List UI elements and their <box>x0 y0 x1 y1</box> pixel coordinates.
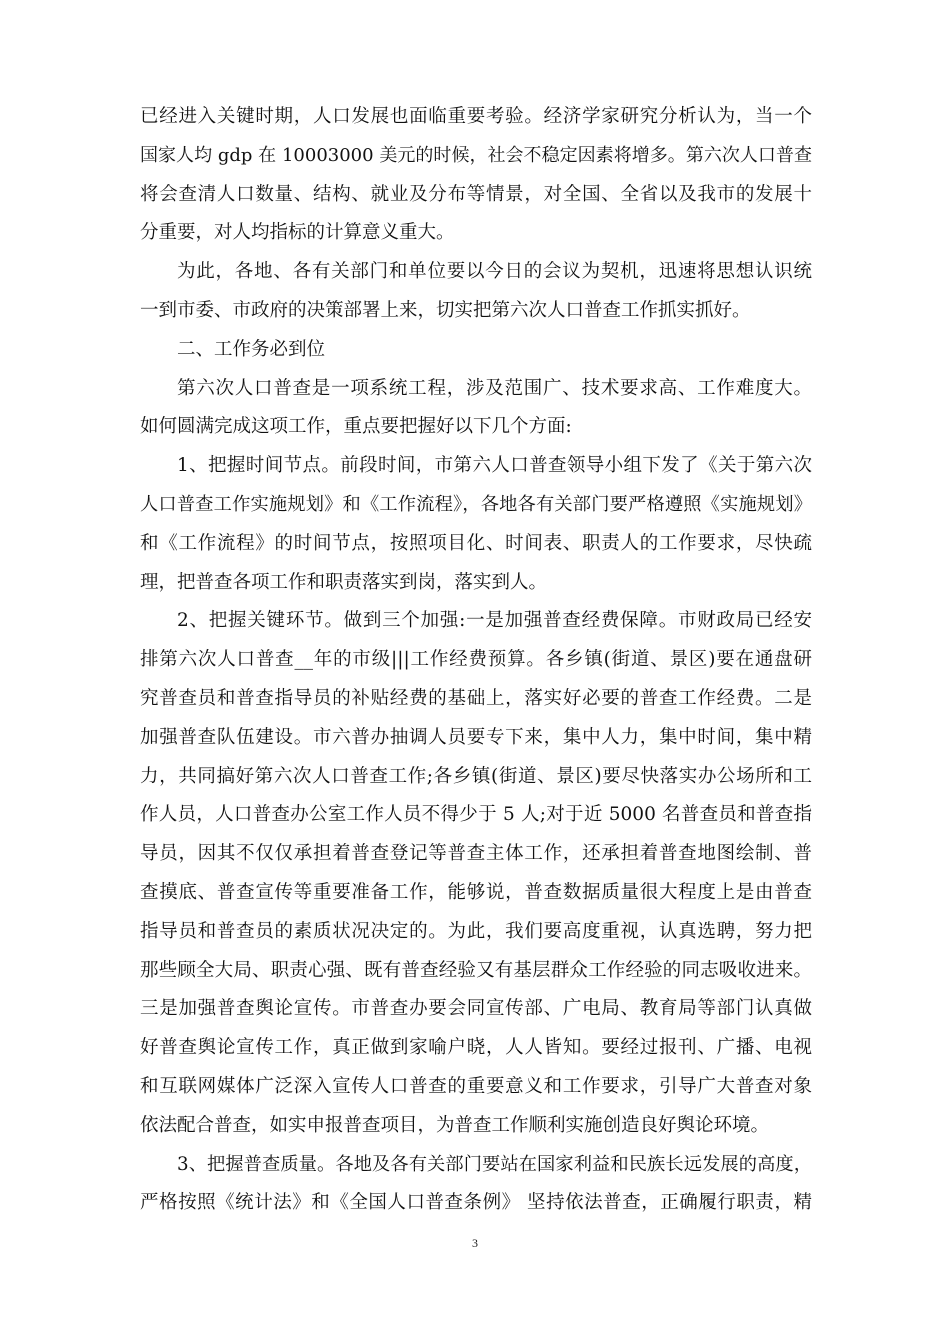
text-line: 那些顾全大局、职责心强、既有普查经验又有基层群众工作经验的同志吸收进来。 <box>140 959 812 981</box>
text-line: 2、把握关键环节。做到三个加强:一是加强普查经费保障。市财政局已经安 <box>177 610 812 632</box>
text-line: 和互联网媒体广泛深入宣传人口普查的重要意义和工作要求，引导广大普查对象 <box>140 1075 812 1097</box>
text-line: 人口普查工作实施规划》和《工作流程》，各地各有关部门要严格遵照《实施规划》 <box>140 493 812 515</box>
text-line: 排第六次人口普查__年的市级|||工作经费预算。各乡镇(街道、景区)要在通盘研 <box>140 649 812 671</box>
page-number: 3 <box>472 1236 478 1250</box>
text-line: 加强普查队伍建设。市六普办抽调人员要专下来，集中人力，集中时间，集中精 <box>140 726 812 748</box>
text-line: 导员，因其不仅仅承担着普查登记等普查主体工作，还承担着普查地图绘制、普 <box>140 843 812 865</box>
text-line: 国家人均 gdp 在 10003000 美元的时候，社会不稳定因素将增多。第六次人口普查 <box>140 144 812 166</box>
text-line: 一到市委、市政府的决策部署上来，切实把第六次人口普查工作抓实抓好。 <box>140 299 751 321</box>
text-line: 和《工作流程》的时间节点，按照项目化、时间表、职责人的工作要求，尽快疏 <box>140 532 812 554</box>
text-line: 3、把握普查质量。各地及各有关部门要站在国家利益和民族长远发展的高度， <box>177 1153 812 1175</box>
body-text <box>140 98 812 1223</box>
text-line: 严格按照《统计法》和《全国人口普查条例》 坚持依法普查，正确履行职责，精 <box>140 1192 812 1214</box>
text-line: 依法配合普查，如实申报普查项目，为普查工作顺利实施创造良好舆论环境。 <box>140 1114 770 1136</box>
section-heading: 二、工作务必到位 <box>177 338 326 360</box>
text-line: 理，把普查各项工作和职责落实到岗，落实到人。 <box>140 571 548 593</box>
text-line: 将会查清人口数量、结构、就业及分布等情景，对全国、全省以及我市的发展十 <box>140 183 812 205</box>
text-line: 力，共同搞好第六次人口普查工作;各乡镇(街道、景区)要尽快落实办公场所和工 <box>140 765 812 787</box>
text-line: 好普查舆论宣传工作，真正做到家喻户晓，人人皆知。要经过报刊、广播、电视 <box>140 1037 812 1059</box>
text-line: 为此，各地、各有关部门和单位要以今日的会议为契机，迅速将思想认识统 <box>177 261 812 283</box>
text-line: 如何圆满完成这项工作，重点要把握好以下几个方面: <box>140 416 572 438</box>
text-line: 究普查员和普查指导员的补贴经费的基础上，落实好必要的普查工作经费。二是 <box>140 687 812 709</box>
text-line: 分重要，对人均指标的计算意义重大。 <box>140 222 455 244</box>
text-line: 三是加强普查舆论宣传。市普查办要会同宣传部、广电局、教育局等部门认真做 <box>140 998 812 1020</box>
text-line: 1、把握时间节点。前段时间，市第六人口普查领导小组下发了《关于第六次 <box>177 455 812 477</box>
text-line: 已经进入关键时期，人口发展也面临重要考验。经济学家研究分析认为，当一个 <box>140 106 812 127</box>
text-line: 第六次人口普查是一项系统工程，涉及范围广、技术要求高、工作难度大。 <box>177 377 812 399</box>
text-line: 查摸底、普查宣传等重要准备工作，能够说，普查数据质量很大程度上是由普查 <box>140 881 812 903</box>
text-line: 作人员，人口普查办公室工作人员不得少于 5 人;对于近 5000 名普查员和普查指 <box>140 804 812 826</box>
text-line: 指导员和普查员的素质状况决定的。为此，我们要高度重视，认真选聘，努力把 <box>140 920 812 942</box>
